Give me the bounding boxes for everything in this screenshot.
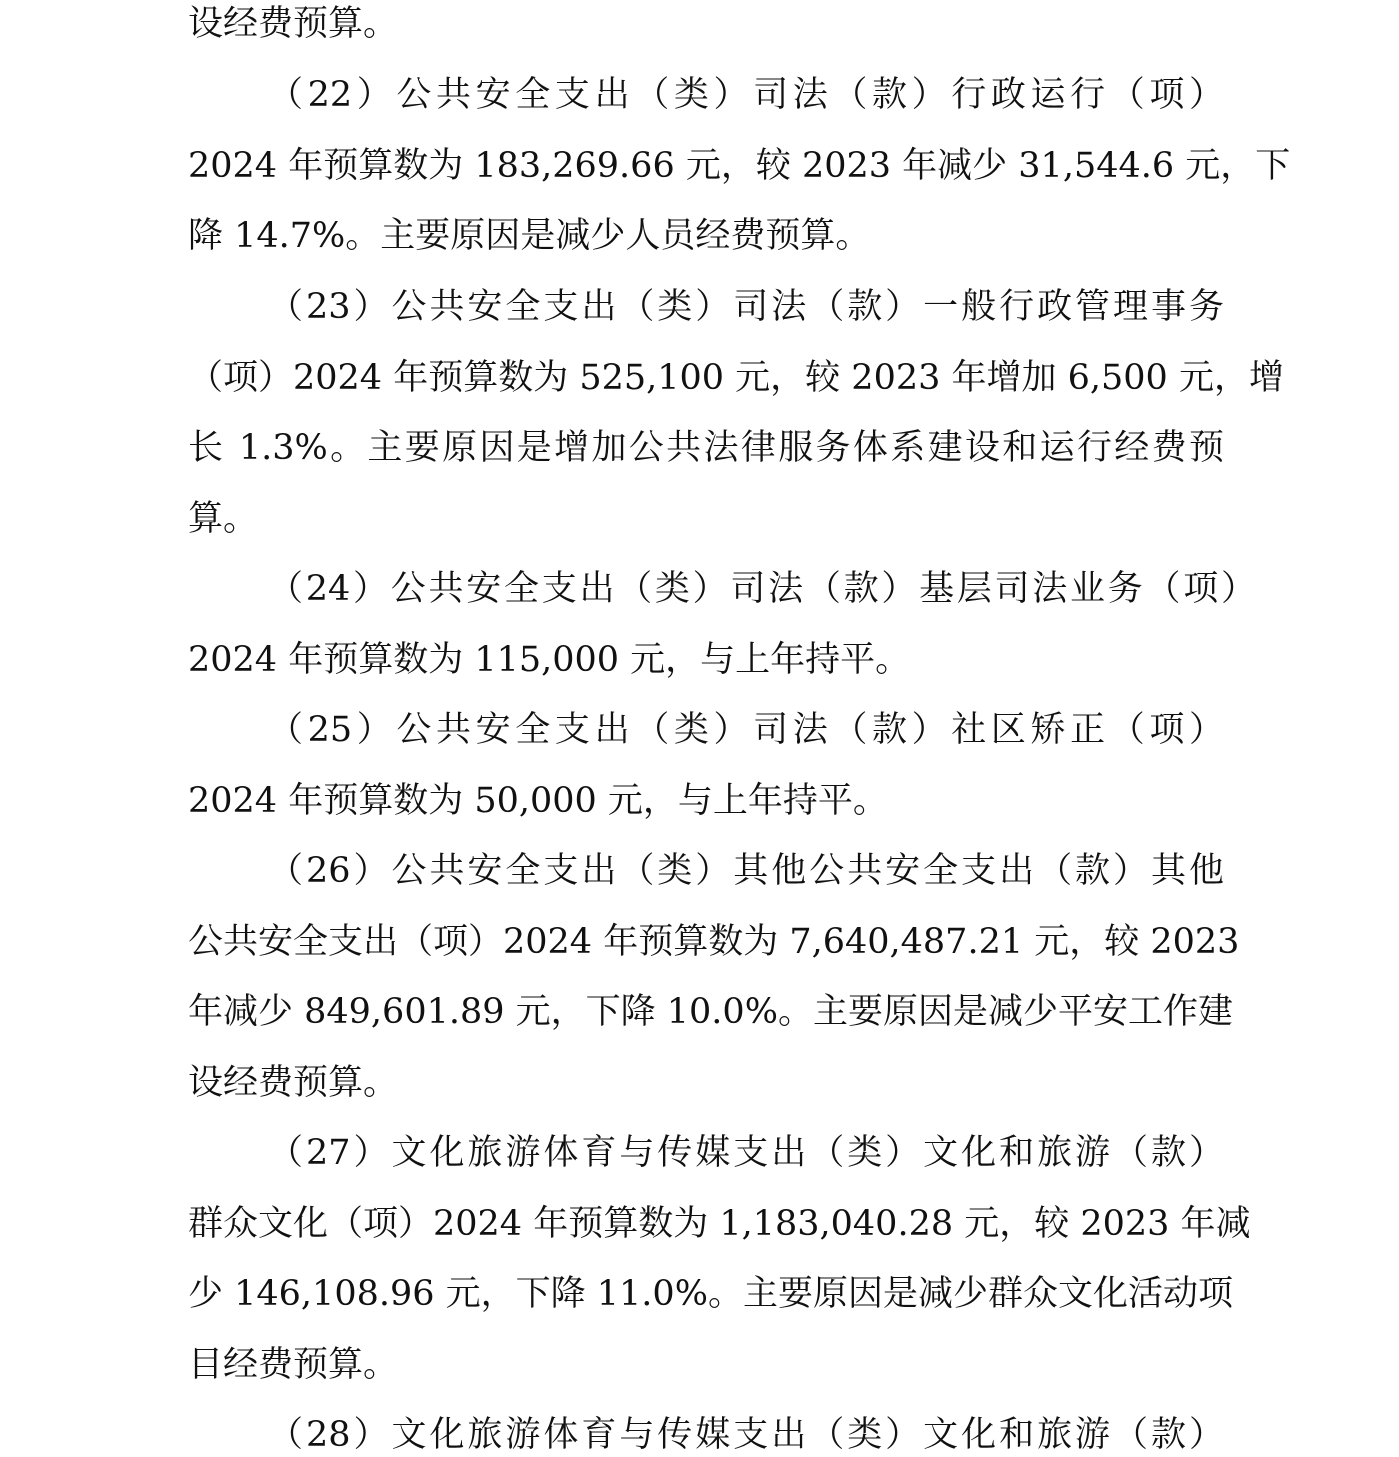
item-23-heading: （23）公共安全支出（类）司法（款）一般行政管理事务 xyxy=(268,287,1224,327)
item-28-heading: （28）文化旅游体育与传媒支出（类）文化和旅游（款） xyxy=(268,1415,1224,1455)
text-line: 目经费预算。 xyxy=(188,1345,399,1385)
item-25-heading: （25）公共安全支出（类）司法（款）社区矫正（项） xyxy=(268,710,1224,750)
text-line: 公共安全支出（项）2024 年预算数为 7,640,487.21 元，较 2023 xyxy=(188,922,1240,962)
text-line: 算。 xyxy=(188,499,259,539)
text-line: 长 1.3%。主要原因是增加公共法律服务体系建设和运行经费预 xyxy=(188,428,1224,468)
item-24-heading: （24）公共安全支出（类）司法（款）基层司法业务（项） xyxy=(268,569,1256,609)
text-line: 群众文化（项）2024 年预算数为 1,183,040.28 元，较 2023 年减 xyxy=(188,1204,1251,1244)
text-line: 2024 年预算数为 50,000 元，与上年持平。 xyxy=(188,781,888,821)
text-line: 年减少 849,601.89 元，下降 10.0%。主要原因是减少平安工作建 xyxy=(188,992,1233,1032)
item-27-heading: （27）文化旅游体育与传媒支出（类）文化和旅游（款） xyxy=(268,1133,1224,1173)
text-line: 设经费预算。 xyxy=(188,4,399,44)
item-22-heading: （22）公共安全支出（类）司法（款）行政运行（项） xyxy=(268,75,1224,115)
text-line: 2024 年预算数为 115,000 元，与上年持平。 xyxy=(188,640,911,680)
item-26-heading: （26）公共安全支出（类）其他公共安全支出（款）其他 xyxy=(268,851,1224,891)
text-line: 2024 年预算数为 183,269.66 元，较 2023 年减少 31,544.6 元，下 xyxy=(188,146,1291,186)
text-line: 少 146,108.96 元，下降 11.0%。主要原因是减少群众文化活动项 xyxy=(188,1274,1233,1314)
text-line: （项）2024 年预算数为 525,100 元，较 2023 年增加 6,500 元，增 xyxy=(188,358,1284,398)
text-line: 设经费预算。 xyxy=(188,1063,399,1103)
text-line: 降 14.7%。主要原因是减少人员经费预算。 xyxy=(188,216,871,256)
